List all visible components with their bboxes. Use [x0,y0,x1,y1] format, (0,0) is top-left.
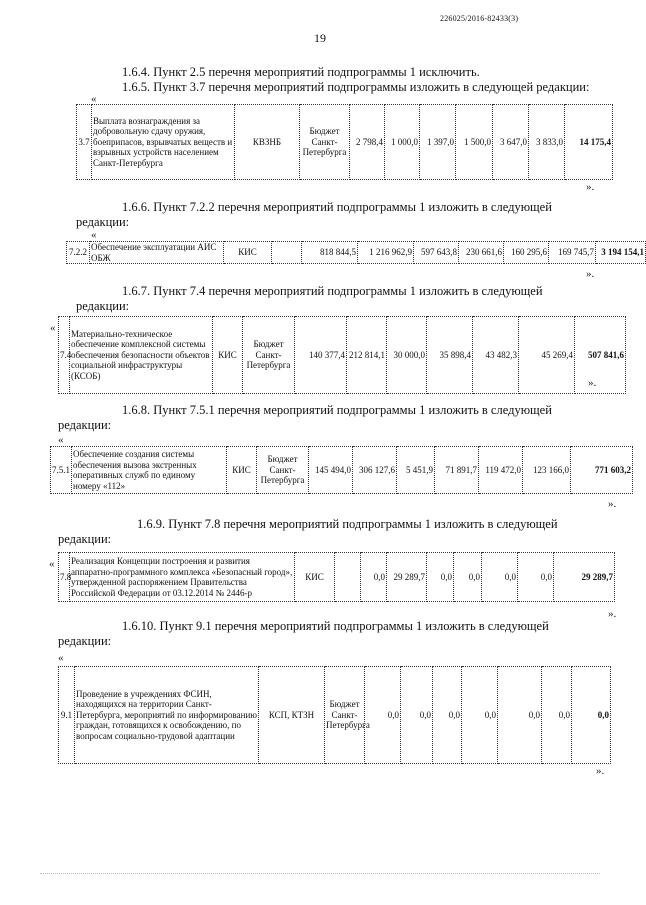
item-number: 7.2.2 [67,242,90,264]
value-4: 1 500,0 [456,105,493,180]
item-number: 3.7 [77,105,92,180]
value-3: 1 397,0 [420,105,456,180]
document-id: 226025/2016-82433(3) [440,14,519,23]
value-4: 35 898,4 [427,317,473,394]
funding-source [335,553,361,602]
measure-table-9-1 [58,666,611,764]
value-2: 0,0 [401,667,433,764]
page-number: 19 [314,31,326,45]
open-quote: « [91,229,97,241]
value-6: 169 745,7 [549,242,596,264]
value-6: 45 269,4 [519,317,575,394]
close-quote: ». [588,377,597,389]
value-6: 3 833,0 [529,105,565,180]
table-row [59,667,611,764]
value-1: 0,0 [365,667,401,764]
item-name: Выплата вознаграждения за добровольную сдачу оружия, боеприпасов, взрывчатых веществ и взрывных устройств населением Санкт-Петербурга [92,105,235,180]
measure-table-7-5-1 [50,446,633,494]
paragraph-1-6-6-cont: редакции: [76,215,130,229]
total-value: 3 194 154,1 [596,242,646,264]
value-6: 123 166,0 [523,447,571,494]
close-quote: ». [596,765,605,777]
executor: КИС [227,447,257,494]
open-quote: « [49,558,55,570]
table-row [59,553,615,602]
total-value: 29 289,7 [554,553,615,602]
close-quote: ». [586,268,595,280]
item-number: 9.1 [59,667,75,764]
value-5: 119 472,0 [479,447,523,494]
table-row [77,105,613,180]
executor: КИС [213,317,243,394]
item-number: 7.4 [59,317,70,394]
paragraph-1-6-9-cont: редакции: [58,532,112,546]
paragraph-1-6-5: 1.6.5. Пункт 3.7 перечня мероприятий подпрограммы изложить в следующей редакции: [122,80,590,94]
value-5: 160 295,6 [504,242,549,264]
value-5: 3 647,0 [493,105,529,180]
table-row [67,242,646,264]
measure-table-7-2-2 [66,241,646,264]
table-row [51,447,633,494]
table-row [59,317,626,394]
value-3: 5 451,9 [397,447,435,494]
value-4: 0,0 [454,553,482,602]
value-5: 0,0 [498,667,542,764]
funding-source: Бюджет Санкт-Петербурга [300,105,350,180]
value-2: 1 216 962,9 [358,242,414,264]
paragraph-1-6-7-cont: редакции: [76,299,130,313]
item-name: Проведение в учреждениях ФСИН, находящихся на территории Санкт-Петербурга, мероприятий по информированию граждан, готовящихся к освобождению, по вопросам социально-трудовой адаптации [75,667,259,764]
close-quote: ». [608,498,617,510]
value-6: 0,0 [518,553,554,602]
value-2: 29 289,7 [387,553,427,602]
paragraph-1-6-9: 1.6.9. Пункт 7.8 перечня мероприятий подпрограммы 1 изложить в следующей [137,517,558,531]
item-name: Обеспечение создания системы обеспечения вызова экстренных оперативных служб по единому номеру «112» [72,447,227,494]
total-value: 507 841,6 [575,317,626,394]
item-number: 7.5.1 [51,447,72,494]
paragraph-1-6-8-cont: редакции: [58,418,112,432]
value-1: 140 377,4 [295,317,347,394]
executor: КВЗНБ [235,105,300,180]
scan-artifact-line [40,873,600,875]
open-quote: « [58,434,64,446]
close-quote: ». [586,181,595,193]
value-2: 306 127,6 [353,447,397,494]
value-1: 818 844,5 [302,242,358,264]
paragraph-1-6-8: 1.6.8. Пункт 7.5.1 перечня мероприятий подпрограммы 1 изложить в следующей [122,403,552,417]
value-3: 30 000,0 [387,317,427,394]
measure-table-7-8 [58,552,615,602]
item-name: Реализация Концепции построения и развития аппаратно-программного комплекса «Безопасный город», утвержденной распоряжением Правительства Российской Федерации от 03.12.2014 № 2446-р [70,553,295,602]
total-value: 0,0 [572,667,611,764]
value-1: 2 798,4 [350,105,385,180]
paragraph-1-6-4: 1.6.4. Пункт 2.5 перечня мероприятий подпрограммы 1 исключить. [122,65,480,79]
paragraph-1-6-7: 1.6.7. Пункт 7.4 перечня мероприятий подпрограммы 1 изложить в следующей [122,284,543,298]
total-value: 14 175,4 [565,105,613,180]
paragraph-1-6-6: 1.6.6. Пункт 7.2.2 перечня мероприятий подпрограммы 1 изложить в следующей [122,200,552,214]
item-name: Обеспечение эксплуатации АИС ОБЖ [90,242,224,264]
funding-source: Бюджет Санкт-Петербурга [257,447,309,494]
value-6: 0,0 [542,667,572,764]
item-name: Материально-техническое обеспечение комплексной системы обеспечения безопасности объектов социальной инфраструктуры (КСОБ) [70,317,213,394]
value-2: 1 000,0 [385,105,420,180]
funding-source [272,242,302,264]
measure-table-3-7 [76,104,613,180]
value-4: 230 661,6 [459,242,504,264]
value-3: 0,0 [427,553,454,602]
executor: КИС [224,242,272,264]
value-4: 71 891,7 [435,447,479,494]
value-2: 212 814,1 [347,317,387,394]
close-quote: ». [608,608,617,620]
paragraph-1-6-10: 1.6.10. Пункт 9.1 перечня мероприятий подпрограммы 1 изложить в следующей [122,619,549,633]
open-quote: « [91,93,97,105]
paragraph-1-6-10-cont: редакции: [58,634,112,648]
item-number: 7.8 [59,553,70,602]
measure-table-7-4 [58,316,626,394]
value-3: 0,0 [433,667,462,764]
value-5: 0,0 [482,553,518,602]
open-quote: « [50,322,56,334]
executor: КСП, КТЗН [259,667,325,764]
value-4: 0,0 [462,667,498,764]
executor: КИС [295,553,335,602]
funding-source: Бюджет Санкт-Петербурга [325,667,365,764]
value-3: 597 643,8 [414,242,459,264]
open-quote: « [58,652,64,664]
funding-source: Бюджет Санкт-Петербурга [243,317,295,394]
value-1: 145 494,0 [309,447,353,494]
value-1: 0,0 [361,553,387,602]
total-value: 771 603,2 [571,447,633,494]
value-5: 43 482,3 [473,317,519,394]
